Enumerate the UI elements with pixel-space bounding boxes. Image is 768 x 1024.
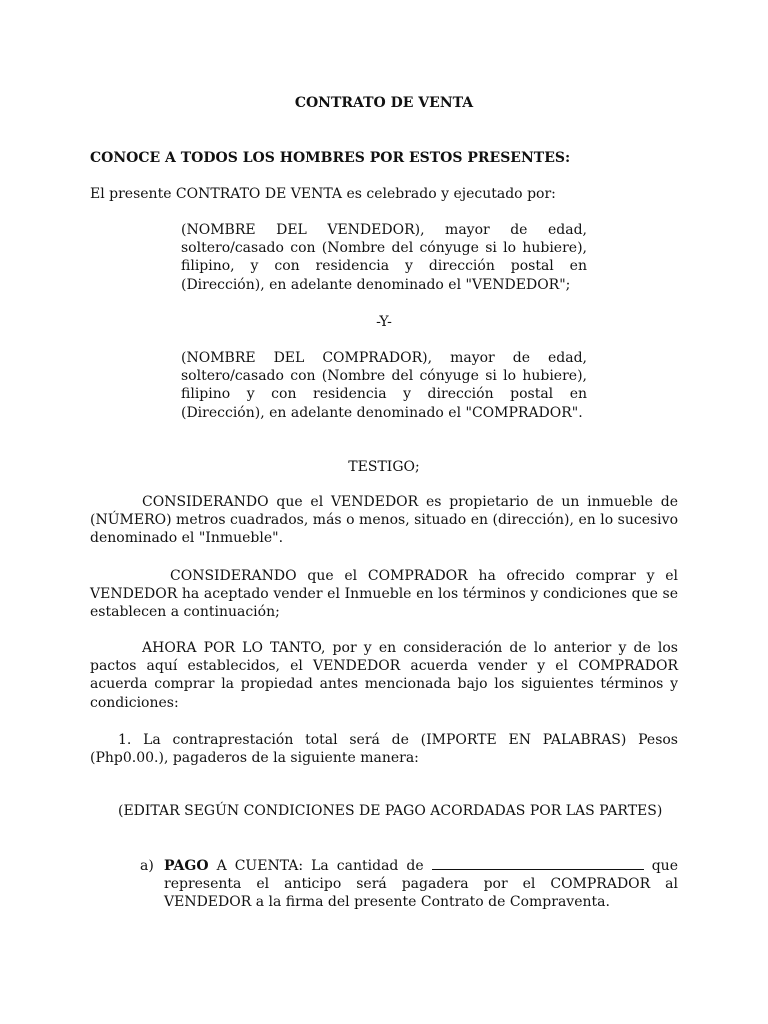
intro-paragraph: El presente CONTRATO DE VENTA es celebrado y ejecutado por:	[90, 186, 556, 202]
item-a-text-after: que representa el anticipo será pagadera por el COMPRADOR al VENDEDOR a la firma del presente Contrato de Compraventa.	[164, 858, 678, 911]
item-a-text-before: A CUENTA: La cantidad de	[208, 858, 432, 874]
item-a-bold-word: PAGO	[164, 858, 209, 874]
document-heading: CONOCE A TODOS LOS HOMBRES POR ESTOS PRESENTES:	[90, 150, 571, 166]
ahora-paragraph: AHORA POR LO TANTO, por y en consideración de lo anterior y de los pactos aquí establecidos, el VENDEDOR acuerda vender y el COMPRADOR acuerda comprar la propiedad antes mencionada bajo los siguientes términos y condiciones:	[90, 640, 678, 711]
item-a-text	[164, 857, 678, 912]
document-title: CONTRATO DE VENTA	[294, 95, 474, 111]
considerando-2-paragraph: CONSIDERANDO que el COMPRADOR ha ofrecido comprar y el VENDEDOR ha aceptado vender el Inmueble en los términos y condiciones que se establecen a continuación;	[90, 568, 678, 621]
item-a-marker: a)	[140, 858, 154, 874]
amount-blank-line	[432, 857, 644, 870]
payment-item-a	[140, 857, 678, 912]
seller-paragraph: (NOMBRE DEL VENDEDOR), mayor de edad, soltero/casado con (Nombre del cónyuge si lo hubiere), filipino, y con residencia y dirección postal en (Dirección), en adelante denominado el "VENDEDOR";	[181, 222, 587, 293]
considerando-1-paragraph: CONSIDERANDO que el VENDEDOR es propietario de un inmueble de (NÚMERO) metros cuadrados, más o menos, situado en (dirección), en lo sucesivo denominado el "Inmueble".	[90, 494, 678, 547]
party-separator: -Y-	[376, 314, 392, 330]
buyer-paragraph: (NOMBRE DEL COMPRADOR), mayor de edad, soltero/casado con (Nombre del cónyuge si lo hubiere), filipino y con residencia y dirección postal en (Dirección), en adelante denominado el "COMPRADOR".	[181, 350, 587, 421]
witness-heading: TESTIGO;	[348, 459, 420, 475]
term-1-paragraph: 1. La contraprestación total será de (IMPORTE EN PALABRAS) Pesos (Php0.00.), pagaderos de la siguiente manera:	[90, 732, 678, 767]
edit-note: (EDITAR SEGÚN CONDICIONES DE PAGO ACORDADAS POR LAS PARTES)	[118, 803, 663, 819]
